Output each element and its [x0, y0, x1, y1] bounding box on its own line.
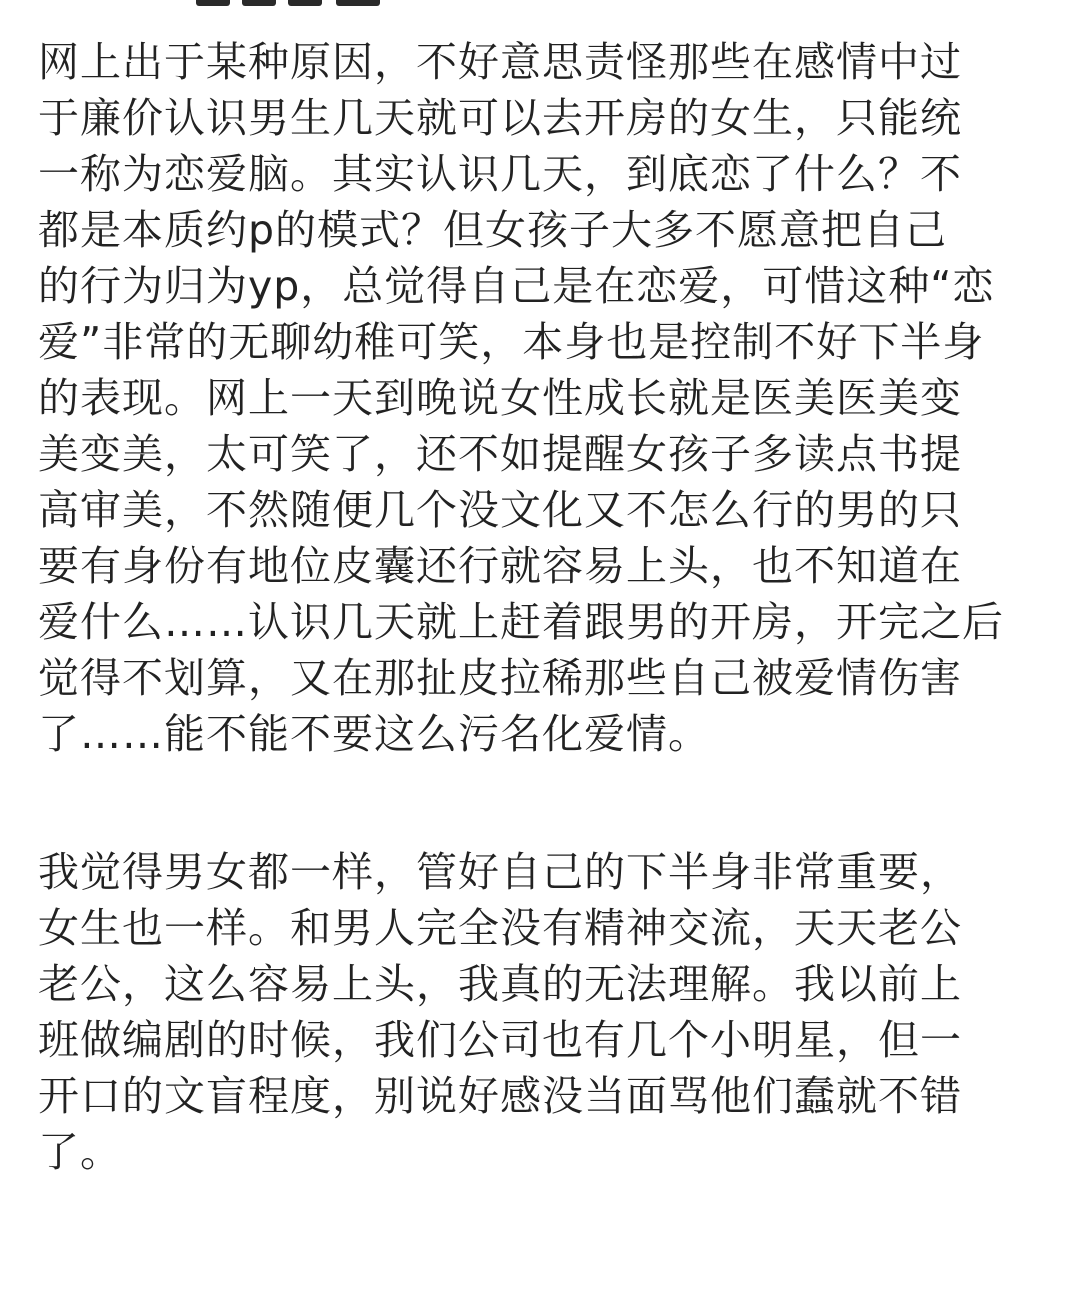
cropped-glyph: [288, 0, 322, 6]
text-line: 女生也一样。和男人完全没有精神交流，天天老公: [38, 904, 962, 952]
cropped-glyph: [336, 0, 380, 6]
post-body: [38, 34, 1048, 1180]
text-line: 开口的文盲程度，别说好感没当面骂他们蠢就不错: [38, 1072, 962, 1120]
text-line: 高审美，不然随便几个没文化又不怎么行的男的只: [38, 486, 962, 534]
text-line: 要有身份有地位皮囊还行就容易上头，也不知道在: [38, 542, 962, 590]
cropped-text-fragment: [0, 0, 1080, 12]
text-line: 都是本质约p的模式？但女孩子大多不愿意把自己: [38, 206, 948, 254]
text-line: 我觉得男女都一样，管好自己的下半身非常重要，: [38, 848, 962, 896]
cropped-glyph: [242, 0, 276, 6]
text-line: 美变美，太可笑了，还不如提醒女孩子多读点书提: [38, 430, 962, 478]
text-line: 的表现。网上一天到晚说女性成长就是医美医美变: [38, 374, 962, 422]
text-line: 的行为归为yp，总觉得自己是在恋爱，可惜这种“恋: [38, 262, 995, 310]
text-line: 老公，这么容易上头，我真的无法理解。我以前上: [38, 960, 962, 1008]
text-line: 了。: [38, 1128, 122, 1176]
text-line: 班做编剧的时候，我们公司也有几个小明星，但一: [38, 1016, 962, 1064]
text-line: 了……能不能不要这么污名化爱情。: [38, 710, 710, 758]
text-line: 网上出于某种原因，不好意思责怪那些在感情中过: [38, 38, 962, 86]
text-line: 爱什么……认识几天就上赶着跟男的开房，开完之后: [38, 598, 1004, 646]
text-line: 爱”非常的无聊幼稚可笑，本身也是控制不好下半身: [38, 318, 985, 366]
paragraph-spacer: [38, 762, 1048, 844]
text-line: 于廉价认识男生几天就可以去开房的女生，只能统: [38, 94, 962, 142]
text-line: 觉得不划算，又在那扯皮拉稀那些自己被爱情伤害: [38, 654, 962, 702]
text-line: 一称为恋爱脑。其实认识几天，到底恋了什么？不: [38, 150, 962, 198]
cropped-glyph: [196, 0, 230, 6]
post-paragraph: [38, 34, 1048, 762]
post-paragraph: [38, 844, 1048, 1180]
